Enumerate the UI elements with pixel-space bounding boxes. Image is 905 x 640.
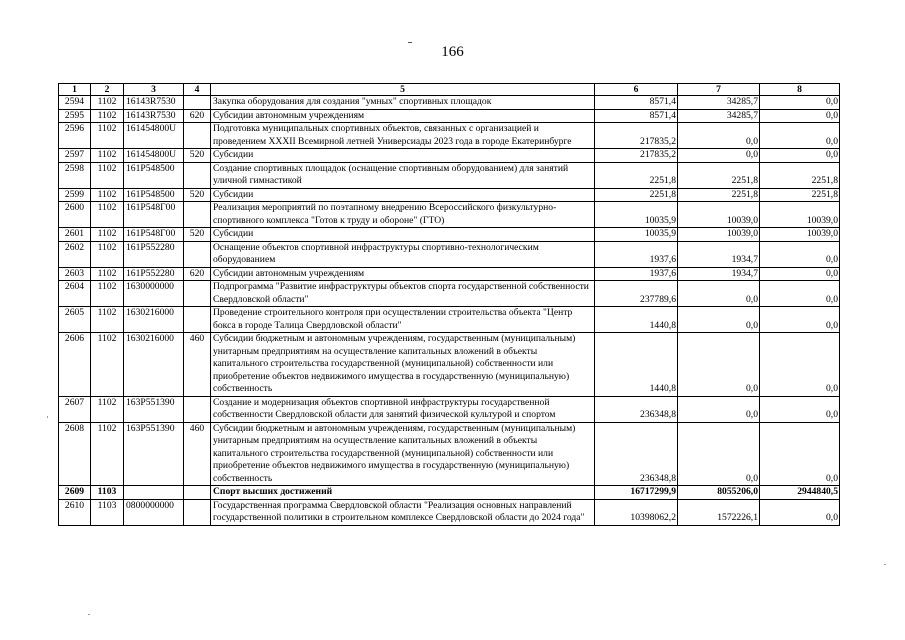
section-code-cell: 1102 — [91, 333, 124, 397]
amount-cell: 8571,4 — [595, 96, 678, 110]
table-row — [59, 202, 840, 228]
section-code-cell: 1102 — [91, 123, 124, 149]
amount-cell: 0,0 — [760, 307, 840, 333]
column-header: 3 — [124, 84, 184, 96]
amount-cell: 16717299,9 — [595, 486, 678, 500]
expense-type-cell — [184, 307, 211, 333]
expense-type-cell — [184, 96, 211, 110]
description-cell: Субсидии автономным учреждениям — [211, 109, 595, 123]
table-row — [59, 96, 840, 110]
amount-cell: 2251,8 — [760, 188, 840, 202]
row-number-cell: 2597 — [59, 149, 91, 163]
description-cell: Подпрограмма "Развитие инфраструктуры объектов спорта государственной собственности Свердловской области" — [211, 281, 595, 307]
amount-cell: 10039,0 — [678, 202, 760, 228]
amount-cell: 10035,9 — [595, 202, 678, 228]
target-code-cell: 161P548500 — [124, 188, 184, 202]
column-header: 8 — [760, 84, 840, 96]
amount-cell: 0,0 — [678, 149, 760, 163]
column-header: 2 — [91, 84, 124, 96]
row-number-cell: 2606 — [59, 333, 91, 397]
expense-type-cell — [184, 162, 211, 188]
column-header: 5 — [211, 84, 595, 96]
description-cell: Оснащение объектов спортивной инфраструктуры спортивно-технологическим оборудованием — [211, 241, 595, 267]
row-number-cell: 2610 — [59, 499, 91, 525]
amount-cell: 0,0 — [678, 422, 760, 486]
table-row — [59, 486, 840, 500]
target-code-cell: 16143R7530 — [124, 109, 184, 123]
amount-cell: 1440,8 — [595, 333, 678, 397]
table-row — [59, 267, 840, 281]
table-row — [59, 396, 840, 422]
amount-cell: 10039,0 — [760, 228, 840, 242]
row-number-cell: 2601 — [59, 228, 91, 242]
amount-cell: 0,0 — [678, 307, 760, 333]
table-header-row — [59, 84, 840, 96]
description-cell: Субсидии — [211, 188, 595, 202]
row-number-cell: 2605 — [59, 307, 91, 333]
row-number-cell: 2608 — [59, 422, 91, 486]
description-cell: Субсидии автономным учреждениям — [211, 267, 595, 281]
amount-cell: 2251,8 — [678, 162, 760, 188]
amount-cell: 10398062,2 — [595, 499, 678, 525]
section-code-cell: 1102 — [91, 109, 124, 123]
target-code-cell: 16143R7530 — [124, 96, 184, 110]
amount-cell: 1572226,1 — [678, 499, 760, 525]
expense-type-cell — [184, 486, 211, 500]
section-code-cell: 1102 — [91, 96, 124, 110]
scan-mark — [408, 42, 412, 43]
target-code-cell: 161P552280 — [124, 267, 184, 281]
section-code-cell: 1102 — [91, 267, 124, 281]
table-row — [59, 307, 840, 333]
page-number: 166 — [441, 44, 464, 60]
amount-cell: 0,0 — [760, 96, 840, 110]
expense-type-cell: 460 — [184, 422, 211, 486]
section-code-cell: 1102 — [91, 188, 124, 202]
column-header: 7 — [678, 84, 760, 96]
row-number-cell: 2594 — [59, 96, 91, 110]
expense-type-cell — [184, 202, 211, 228]
section-code-cell: 1102 — [91, 396, 124, 422]
amount-cell: 0,0 — [760, 422, 840, 486]
section-code-cell: 1102 — [91, 241, 124, 267]
amount-cell: 0,0 — [760, 333, 840, 397]
amount-cell: 2251,8 — [595, 188, 678, 202]
table-row — [59, 109, 840, 123]
table-body — [59, 96, 840, 526]
section-code-cell: 1102 — [91, 228, 124, 242]
target-code-cell: 0800000000 — [124, 499, 184, 525]
target-code-cell — [124, 486, 184, 500]
table-row — [59, 149, 840, 163]
amount-cell: 0,0 — [760, 149, 840, 163]
amount-cell: 1440,8 — [595, 307, 678, 333]
budget-table — [58, 83, 840, 526]
expense-type-cell — [184, 123, 211, 149]
target-code-cell: 161P548Г00 — [124, 202, 184, 228]
table-row — [59, 281, 840, 307]
expense-type-cell: 520 — [184, 149, 211, 163]
table-row — [59, 162, 840, 188]
amount-cell: 0,0 — [678, 333, 760, 397]
amount-cell: 0,0 — [760, 396, 840, 422]
row-number-cell: 2595 — [59, 109, 91, 123]
row-number-cell: 2607 — [59, 396, 91, 422]
target-code-cell: 161P548500 — [124, 162, 184, 188]
row-number-cell: 2599 — [59, 188, 91, 202]
table-row — [59, 333, 840, 397]
scan-speck — [47, 416, 48, 418]
row-number-cell: 2602 — [59, 241, 91, 267]
description-cell: Реализация мероприятий по поэтапному внедрению Всероссийского физкультурно-спортивного комплекса "Готов к труду и обороне" (ГТО) — [211, 202, 595, 228]
column-header: 1 — [59, 84, 91, 96]
amount-cell: 0,0 — [760, 499, 840, 525]
amount-cell: 0,0 — [678, 396, 760, 422]
amount-cell: 2251,8 — [678, 188, 760, 202]
row-number-cell: 2596 — [59, 123, 91, 149]
amount-cell: 0,0 — [760, 267, 840, 281]
scan-speck — [884, 564, 886, 565]
description-cell: Субсидии бюджетным и автономным учреждениям, государственным (муниципальным) унитарным предприятиям на осуществление капитальных вложений в объекты капитального строительства государственной (муниципальной) собственности или приобретение объектов недвижимого имущества в государственную (муниципальную) собственность — [211, 333, 595, 397]
table-row — [59, 188, 840, 202]
amount-cell: 10039,0 — [760, 202, 840, 228]
expense-type-cell: 620 — [184, 109, 211, 123]
target-code-cell: 163P551390 — [124, 396, 184, 422]
amount-cell: 2251,8 — [595, 162, 678, 188]
target-code-cell: 161454800U — [124, 123, 184, 149]
amount-cell: 0,0 — [678, 123, 760, 149]
amount-cell: 237789,6 — [595, 281, 678, 307]
target-code-cell: 161454800U — [124, 149, 184, 163]
table-row — [59, 241, 840, 267]
description-cell: Субсидии — [211, 149, 595, 163]
expense-type-cell: 620 — [184, 267, 211, 281]
amount-cell: 236348,8 — [595, 396, 678, 422]
amount-cell: 8571,4 — [595, 109, 678, 123]
description-cell: Государственная программа Свердловской области "Реализация основных направлений государственной политики в строительном комплексе Свердловской области до 2024 года" — [211, 499, 595, 525]
amount-cell: 34285,7 — [678, 96, 760, 110]
amount-cell: 2251,8 — [760, 162, 840, 188]
scan-speck — [88, 614, 90, 615]
amount-cell: 236348,8 — [595, 422, 678, 486]
amount-cell: 0,0 — [678, 281, 760, 307]
description-cell: Подготовка муниципальных спортивных объектов, связанных с организацией и проведением XXXII Всемирной летней Универсиады 2023 года в городе Екатеринбурге — [211, 123, 595, 149]
section-code-cell: 1103 — [91, 499, 124, 525]
expense-type-cell: 460 — [184, 333, 211, 397]
amount-cell: 34285,7 — [678, 109, 760, 123]
description-cell: Закупка оборудования для создания "умных" спортивных площадок — [211, 96, 595, 110]
section-code-cell: 1103 — [91, 486, 124, 500]
description-cell: Создание спортивных площадок (оснащение спортивным оборудованием) для занятий уличной гимнастикой — [211, 162, 595, 188]
expense-type-cell: 520 — [184, 188, 211, 202]
expense-type-cell — [184, 499, 211, 525]
target-code-cell: 161P548Г00 — [124, 228, 184, 242]
amount-cell: 1934,7 — [678, 267, 760, 281]
expense-type-cell — [184, 281, 211, 307]
section-code-cell: 1102 — [91, 307, 124, 333]
table-row — [59, 228, 840, 242]
section-code-cell: 1102 — [91, 422, 124, 486]
amount-cell: 8055206,0 — [678, 486, 760, 500]
amount-cell: 0,0 — [760, 123, 840, 149]
description-cell: Проведение строительного контроля при осуществлении строительства объекта "Центр бокса в городе Талица Свердловской области" — [211, 307, 595, 333]
target-code-cell: 1630216000 — [124, 307, 184, 333]
amount-cell: 217835,2 — [595, 149, 678, 163]
column-header: 6 — [595, 84, 678, 96]
table-row — [59, 422, 840, 486]
description-cell: Субсидии — [211, 228, 595, 242]
amount-cell: 1934,7 — [678, 241, 760, 267]
amount-cell: 2944840,5 — [760, 486, 840, 500]
amount-cell: 217835,2 — [595, 123, 678, 149]
table-row — [59, 499, 840, 525]
description-cell: Создание и модернизация объектов спортивной инфраструктуры государственной собственности Свердловской области для занятий физической культурой и спортом — [211, 396, 595, 422]
expense-type-cell: 520 — [184, 228, 211, 242]
target-code-cell: 161P552280 — [124, 241, 184, 267]
description-cell: Субсидии бюджетным и автономным учреждениям, государственным (муниципальным) унитарным предприятиям на осуществление капитальных вложений в объекты капитального строительства государственной (муниципальной) собственности или приобретение объектов недвижимого имущества в государственную (муниципальную) собственность — [211, 422, 595, 486]
column-header: 4 — [184, 84, 211, 96]
section-code-cell: 1102 — [91, 162, 124, 188]
row-number-cell: 2604 — [59, 281, 91, 307]
row-number-cell: 2598 — [59, 162, 91, 188]
expense-type-cell — [184, 241, 211, 267]
section-code-cell: 1102 — [91, 149, 124, 163]
row-number-cell: 2603 — [59, 267, 91, 281]
row-number-cell: 2609 — [59, 486, 91, 500]
section-code-cell: 1102 — [91, 202, 124, 228]
expense-type-cell — [184, 396, 211, 422]
amount-cell: 0,0 — [760, 109, 840, 123]
amount-cell: 1937,6 — [595, 267, 678, 281]
target-code-cell: 163P551390 — [124, 422, 184, 486]
amount-cell: 10035,9 — [595, 228, 678, 242]
table-row — [59, 123, 840, 149]
amount-cell: 0,0 — [760, 281, 840, 307]
description-cell: Спорт высших достижений — [211, 486, 595, 500]
section-code-cell: 1102 — [91, 281, 124, 307]
target-code-cell: 1630000000 — [124, 281, 184, 307]
row-number-cell: 2600 — [59, 202, 91, 228]
target-code-cell: 1630216000 — [124, 333, 184, 397]
amount-cell: 10039,0 — [678, 228, 760, 242]
amount-cell: 0,0 — [760, 241, 840, 267]
amount-cell: 1937,6 — [595, 241, 678, 267]
